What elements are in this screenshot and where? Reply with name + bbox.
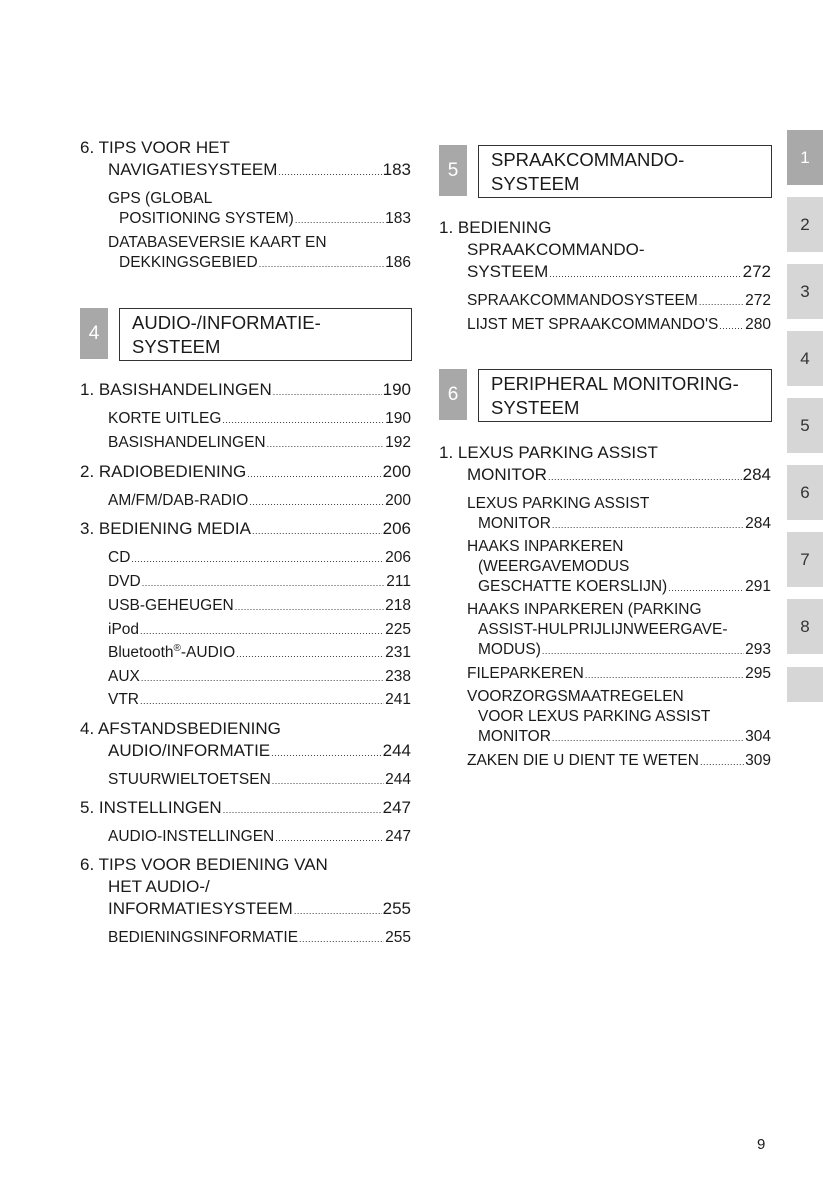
entry-title: 1. LEXUS PARKING ASSIST — [439, 443, 658, 462]
entry-title: MONITOR — [478, 515, 551, 532]
leader-dots — [700, 752, 744, 772]
entry-title: DVD — [108, 573, 141, 590]
entry-title: AUX — [108, 668, 140, 685]
leader-dots — [142, 573, 386, 593]
leader-dots — [548, 466, 742, 488]
toc-subentry-gps[interactable] — [80, 189, 411, 230]
entry-title: 6. TIPS VOOR HET — [80, 138, 230, 157]
entry-line — [108, 209, 411, 230]
entry-title: 2. RADIOBEDIENING — [80, 462, 247, 481]
toc-subentry-bluetooth-audio[interactable] — [80, 643, 411, 664]
toc-subentry-bedieningsinformatie[interactable] — [80, 928, 411, 949]
page-ref: 231 — [385, 644, 411, 661]
leader-dots — [267, 434, 384, 454]
entry-title: GPS (GLOBAL — [108, 190, 213, 207]
entry-title: STUURWIELTOETSEN — [108, 771, 271, 788]
entry-title: AUDIO-INSTELLINGEN — [108, 828, 275, 845]
page-ref: 190 — [382, 380, 411, 399]
entry-title: Bluetooth®-AUDIO — [108, 642, 236, 661]
entry-title: CD — [108, 549, 131, 566]
toc-subentry-fileparkeren[interactable] — [439, 664, 771, 685]
leader-dots — [585, 665, 744, 685]
toc-subentry-lexus-parking-assist-monitor[interactable] — [439, 494, 771, 535]
page-ref: 247 — [385, 828, 411, 845]
leader-dots — [223, 799, 382, 821]
leader-dots — [542, 641, 744, 661]
page-ref: 218 — [385, 597, 411, 614]
leader-dots — [140, 621, 384, 641]
toc-entry-lexus-parking-assist[interactable] — [439, 442, 771, 488]
toc-subentry-haaks-inparkeren-koerslijn[interactable] — [439, 537, 771, 598]
toc-subentry-haaks-inparkeren-hulplijn[interactable] — [439, 600, 771, 661]
page-ref: 206 — [385, 549, 411, 566]
page-ref: 284 — [742, 465, 771, 484]
entry-title: BASISHANDELINGEN — [108, 434, 266, 451]
toc-entry-tips-navigatie[interactable] — [80, 137, 411, 183]
toc-entry-bediening-media[interactable] — [80, 518, 411, 542]
entry-title: SPRAAKCOMMANDOSYSTEEM — [467, 292, 698, 309]
chapter-tab-2[interactable]: 2 — [787, 197, 823, 252]
toc-subentry-am-fm-dab[interactable] — [80, 491, 411, 512]
entry-title: KORTE UITLEG — [108, 410, 222, 427]
entry-title: MONITOR — [478, 728, 551, 745]
leader-dots — [140, 691, 384, 711]
entry-title: NAVIGATIESYSTEEM — [108, 160, 278, 179]
entry-title: AUDIO/INFORMATIE — [108, 741, 271, 760]
page-ref: 293 — [745, 641, 771, 658]
leader-dots — [299, 929, 384, 949]
entry-line — [108, 189, 411, 209]
toc-subentry-korte-uitleg[interactable] — [80, 409, 411, 430]
entry-title: USB-GEHEUGEN — [108, 597, 234, 614]
entry-title: BEDIENINGSINFORMATIE — [108, 929, 299, 946]
leader-dots — [252, 520, 382, 542]
section-4-header — [80, 308, 411, 359]
page-ref: 255 — [385, 929, 411, 946]
page-ref: 241 — [385, 691, 411, 708]
page-ref: 291 — [745, 578, 771, 595]
section-title-box — [478, 369, 772, 422]
entry-title: SPRAAKCOMMANDO- — [467, 240, 645, 259]
entry-title: INFORMATIESYSTEEM — [108, 899, 293, 918]
page-ref: 183 — [382, 160, 411, 179]
leader-dots — [295, 210, 384, 230]
section-5-header — [439, 145, 771, 196]
leader-dots — [222, 410, 384, 430]
toc-entry-basishandelingen[interactable] — [80, 379, 411, 403]
entry-title: DEKKINGSGEBIED — [119, 254, 258, 271]
entry-title: 1. BASISHANDELINGEN — [80, 380, 272, 399]
page-ref: 183 — [385, 210, 411, 227]
toc-entry-instellingen[interactable] — [80, 797, 411, 821]
section-title: PERIPHERAL MONITORING- — [491, 373, 739, 394]
page-ref: 244 — [385, 771, 411, 788]
page-ref: 309 — [745, 752, 771, 769]
chapter-tab-3[interactable]: 3 — [787, 264, 823, 319]
toc-entry-bediening-spraakcommando[interactable] — [439, 217, 771, 285]
chapter-tab-8[interactable]: 8 — [787, 599, 823, 654]
entry-title: 4. AFSTANDSBEDIENING — [80, 719, 281, 738]
toc-subentry-voorzorgsmaatregelen[interactable] — [439, 687, 771, 748]
page-ref: 200 — [385, 492, 411, 509]
entry-title: VOOR LEXUS PARKING ASSIST — [478, 708, 711, 725]
chapter-tab-index[interactable] — [787, 667, 823, 702]
section-title-box — [119, 308, 412, 361]
entry-title: iPod — [108, 621, 140, 638]
entry-title: VOORZORGSMAATREGELEN — [467, 688, 684, 705]
entry-title: VTR — [108, 691, 139, 708]
page-ref: 244 — [382, 741, 411, 760]
toc-subentry-zaken-die-u-dient-te-weten[interactable] — [439, 751, 771, 772]
toc-entry-radiobediening[interactable] — [80, 461, 411, 485]
chapter-tab-7[interactable]: 7 — [787, 532, 823, 587]
leader-dots — [699, 292, 744, 312]
entry-title: 1. BEDIENING — [439, 218, 552, 237]
entry-title: MODUS) — [478, 641, 541, 658]
leader-dots — [668, 578, 744, 598]
toc-subentry-spraakcommandosysteem[interactable] — [439, 291, 771, 312]
page-ref: 280 — [745, 316, 771, 333]
entry-line — [80, 159, 411, 183]
toc-subentry-dvd[interactable] — [80, 572, 411, 593]
toc-subentry-aux[interactable] — [80, 667, 411, 688]
page-ref: 284 — [745, 515, 771, 532]
entry-title: LEXUS PARKING ASSIST — [467, 495, 650, 512]
section-title: SPRAAKCOMMANDO- — [491, 149, 685, 170]
entry-title: SYSTEEM — [467, 262, 549, 281]
page-ref: 272 — [745, 292, 771, 309]
page-ref: 200 — [382, 462, 411, 481]
section-number: 6 — [439, 369, 467, 420]
entry-title: ASSIST-HULPRIJLIJNWEERGAVE- — [478, 621, 728, 638]
toc-subentry-cd[interactable] — [80, 548, 411, 569]
toc-subentry-vtr[interactable] — [80, 690, 411, 711]
leader-dots — [275, 828, 384, 848]
leader-dots — [549, 263, 741, 285]
page-ref: 238 — [385, 668, 411, 685]
leader-dots — [552, 728, 744, 748]
leader-dots — [271, 742, 381, 764]
entry-title: MONITOR — [467, 465, 547, 484]
entry-title: FILEPARKEREN — [467, 665, 584, 682]
page-number: 9 — [757, 1136, 766, 1153]
chapter-tab-6[interactable]: 6 — [787, 465, 823, 520]
toc-subentry-audio-instellingen[interactable] — [80, 827, 411, 848]
entry-title: 6. TIPS VOOR BEDIENING VAN — [80, 855, 328, 874]
leader-dots — [249, 492, 384, 512]
leader-dots — [294, 900, 382, 922]
entry-title: GESCHATTE KOERSLIJN) — [478, 578, 668, 595]
entry-title: (WEERGAVEMODUS — [478, 558, 630, 575]
leader-dots — [259, 254, 384, 274]
entry-title: HET AUDIO-/ — [108, 877, 210, 896]
section-number: 5 — [439, 145, 467, 196]
entry-line — [80, 137, 411, 159]
leader-dots — [131, 549, 384, 569]
entry-title: DATABASEVERSIE KAART EN — [108, 234, 327, 251]
page-ref: 186 — [385, 254, 411, 271]
toc-subentry-databaseversie[interactable] — [80, 233, 411, 274]
section-6-header — [439, 369, 771, 420]
leader-dots — [278, 161, 381, 183]
leader-dots — [552, 515, 744, 535]
page-ref: 272 — [742, 262, 771, 281]
section-title: SYSTEEM — [491, 397, 580, 418]
page-ref: 255 — [382, 899, 411, 918]
chapter-tab-5[interactable]: 5 — [787, 398, 823, 453]
entry-title: HAAKS INPARKEREN (PARKING — [467, 601, 702, 618]
entry-title: ZAKEN DIE U DIENT TE WETEN — [467, 752, 699, 769]
entry-line — [108, 253, 411, 274]
section-title: SYSTEEM — [132, 336, 221, 357]
page-ref: 206 — [382, 519, 411, 538]
leader-dots — [273, 381, 382, 403]
leader-dots — [719, 316, 744, 336]
entry-title: 3. BEDIENING MEDIA — [80, 519, 251, 538]
page-ref: 190 — [385, 410, 411, 427]
leader-dots — [272, 771, 384, 791]
entry-title: POSITIONING SYSTEM) — [119, 210, 294, 227]
leader-dots — [141, 668, 384, 688]
toc-subentry-lijst-spraakcommandos[interactable] — [439, 315, 771, 336]
entry-title: 5. INSTELLINGEN — [80, 798, 222, 817]
entry-line — [108, 233, 411, 253]
toc-entry-tips-audio[interactable] — [80, 854, 411, 922]
page-ref: 192 — [385, 434, 411, 451]
toc-subentry-ipod[interactable] — [80, 620, 411, 641]
section-title: AUDIO-/INFORMATIE- — [132, 312, 321, 333]
section-title-box — [478, 145, 772, 198]
page-ref: 211 — [386, 573, 411, 590]
chapter-tab-1[interactable]: 1 — [787, 130, 823, 185]
toc-subentry-usb[interactable] — [80, 596, 411, 617]
entry-title: AM/FM/DAB-RADIO — [108, 492, 249, 509]
entry-title: LIJST MET SPRAAKCOMMANDO'S — [467, 316, 719, 333]
toc-subentry-basishandelingen[interactable] — [80, 433, 411, 454]
leader-dots — [247, 463, 381, 485]
leader-dots — [235, 597, 384, 617]
section-number: 4 — [80, 308, 108, 359]
chapter-tab-4[interactable]: 4 — [787, 331, 823, 386]
page-ref: 295 — [745, 665, 771, 682]
toc-entry-afstandsbediening[interactable] — [80, 718, 411, 764]
leader-dots — [236, 644, 384, 664]
page-ref: 247 — [382, 798, 411, 817]
entry-title: HAAKS INPARKEREN — [467, 538, 624, 555]
toc-subentry-stuurwieltoetsen[interactable] — [80, 770, 411, 791]
page-ref: 225 — [385, 621, 411, 638]
section-title: SYSTEEM — [491, 173, 580, 194]
page-ref: 304 — [745, 728, 771, 745]
